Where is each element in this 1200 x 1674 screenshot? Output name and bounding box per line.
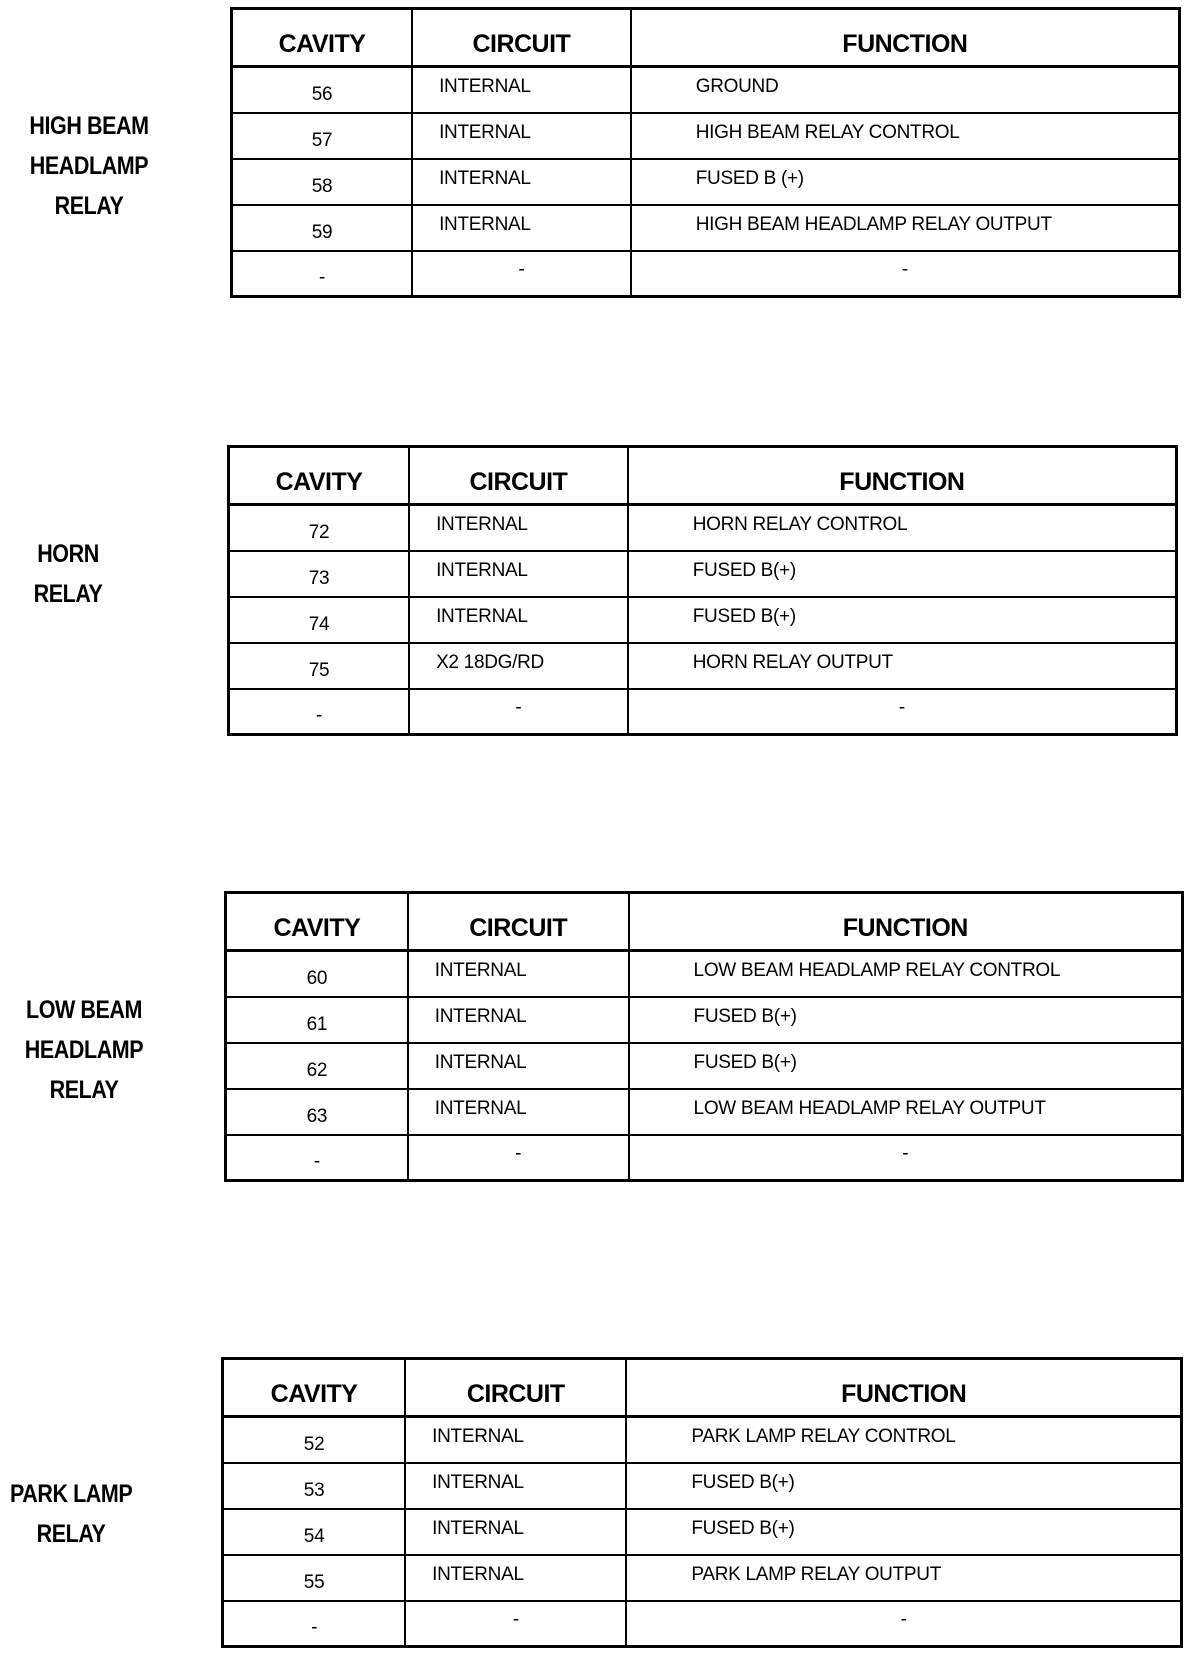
- circuit-cell: INTERNAL: [412, 113, 631, 159]
- table-row: [226, 997, 1183, 1043]
- cavity-cell: 58: [232, 159, 413, 205]
- cavity-cell: -: [226, 1135, 408, 1181]
- function-cell: PARK LAMP RELAY OUTPUT: [626, 1555, 1181, 1601]
- relay-label-line: LOW BEAM: [26, 996, 142, 1024]
- table-row: [223, 1463, 1182, 1509]
- cavity-cell: 73: [229, 551, 410, 597]
- circuit-cell: INTERNAL: [409, 597, 628, 643]
- table-row: [229, 643, 1177, 689]
- cavity-cell: 55: [223, 1555, 406, 1601]
- cavity-cell: 52: [223, 1417, 406, 1463]
- table-row: [229, 551, 1177, 597]
- circuit-cell: INTERNAL: [405, 1417, 626, 1463]
- cavity-column-header: CAVITY: [223, 1359, 406, 1417]
- table-header-row: [229, 447, 1177, 505]
- circuit-cell: -: [412, 251, 631, 297]
- relay-label-line: HIGH BEAM: [29, 112, 149, 140]
- cavity-cell: 61: [226, 997, 408, 1043]
- table-row: [223, 1555, 1182, 1601]
- relay-label-line: RELAY: [33, 580, 103, 608]
- circuit-column-header: CIRCUIT: [405, 1359, 626, 1417]
- table-row: [226, 1089, 1183, 1135]
- table-row: [223, 1417, 1182, 1463]
- cavity-cell: 57: [232, 113, 413, 159]
- table-row: [232, 67, 1180, 113]
- relay-label: [10, 1474, 132, 1554]
- circuit-cell: X2 18DG/RD: [409, 643, 628, 689]
- function-cell: -: [626, 1601, 1181, 1647]
- cavity-cell: -: [229, 689, 410, 735]
- table-row: [232, 113, 1180, 159]
- function-cell: -: [631, 251, 1180, 297]
- function-cell: HIGH BEAM HEADLAMP RELAY OUTPUT: [631, 205, 1180, 251]
- function-cell: FUSED B(+): [629, 997, 1183, 1043]
- function-column-header: FUNCTION: [626, 1359, 1181, 1417]
- cavity-cell: 63: [226, 1089, 408, 1135]
- circuit-cell: INTERNAL: [412, 205, 631, 251]
- relay-label: [12, 106, 165, 226]
- table-row: [229, 505, 1177, 551]
- cavity-column-header: CAVITY: [226, 893, 408, 951]
- cavity-cell: -: [232, 251, 413, 297]
- circuit-cell: INTERNAL: [412, 159, 631, 205]
- circuit-cell: INTERNAL: [405, 1463, 626, 1509]
- circuit-column-header: CIRCUIT: [408, 893, 629, 951]
- function-cell: -: [628, 689, 1177, 735]
- relay-label-line: HEADLAMP: [24, 1036, 144, 1064]
- circuit-cell: INTERNAL: [408, 951, 629, 997]
- function-column-header: FUNCTION: [628, 447, 1177, 505]
- function-column-header: FUNCTION: [631, 9, 1180, 67]
- relay-label: [12, 990, 156, 1110]
- table-row: [232, 205, 1180, 251]
- cavity-cell: 59: [232, 205, 413, 251]
- function-cell: FUSED B(+): [626, 1509, 1181, 1555]
- circuit-cell: INTERNAL: [409, 505, 628, 551]
- function-cell: GROUND: [631, 67, 1180, 113]
- function-cell: FUSED B(+): [626, 1463, 1181, 1509]
- table-row: [232, 251, 1180, 297]
- cavity-column-header: CAVITY: [229, 447, 410, 505]
- circuit-cell: INTERNAL: [412, 67, 631, 113]
- cavity-cell: 56: [232, 67, 413, 113]
- circuit-column-header: CIRCUIT: [412, 9, 631, 67]
- function-cell: PARK LAMP RELAY CONTROL: [626, 1417, 1181, 1463]
- function-cell: FUSED B(+): [629, 1043, 1183, 1089]
- function-cell: FUSED B(+): [628, 551, 1177, 597]
- circuit-cell: -: [405, 1601, 626, 1647]
- table-row: [232, 159, 1180, 205]
- relay-label-line: RELAY: [49, 1076, 119, 1104]
- circuit-cell: INTERNAL: [408, 1089, 629, 1135]
- pinout-table: [224, 891, 1184, 1182]
- cavity-cell: 60: [226, 951, 408, 997]
- relay-label-line: HORN: [37, 540, 99, 568]
- cavity-column-header: CAVITY: [232, 9, 413, 67]
- cavity-cell: 54: [223, 1509, 406, 1555]
- circuit-cell: INTERNAL: [409, 551, 628, 597]
- cavity-cell: 72: [229, 505, 410, 551]
- relay-label: [10, 534, 127, 614]
- table-row: [229, 597, 1177, 643]
- circuit-cell: INTERNAL: [405, 1509, 626, 1555]
- table-header-row: [232, 9, 1180, 67]
- cavity-cell: 53: [223, 1463, 406, 1509]
- table-header-row: [226, 893, 1183, 951]
- function-cell: LOW BEAM HEADLAMP RELAY CONTROL: [629, 951, 1183, 997]
- table-row: [229, 689, 1177, 735]
- table-row: [226, 951, 1183, 997]
- function-cell: FUSED B (+): [631, 159, 1180, 205]
- function-column-header: FUNCTION: [629, 893, 1183, 951]
- function-cell: LOW BEAM HEADLAMP RELAY OUTPUT: [629, 1089, 1183, 1135]
- function-cell: FUSED B(+): [628, 597, 1177, 643]
- relay-label-line: RELAY: [36, 1520, 106, 1548]
- circuit-column-header: CIRCUIT: [409, 447, 628, 505]
- pinout-table: [230, 7, 1181, 298]
- function-cell: HORN RELAY CONTROL: [628, 505, 1177, 551]
- pinout-table: [221, 1357, 1183, 1648]
- function-cell: HIGH BEAM RELAY CONTROL: [631, 113, 1180, 159]
- cavity-cell: 62: [226, 1043, 408, 1089]
- function-cell: -: [629, 1135, 1183, 1181]
- relay-label-line: HEADLAMP: [29, 152, 149, 180]
- table-row: [226, 1043, 1183, 1089]
- circuit-cell: INTERNAL: [408, 997, 629, 1043]
- function-cell: HORN RELAY OUTPUT: [628, 643, 1177, 689]
- table-row: [226, 1135, 1183, 1181]
- table-row: [223, 1509, 1182, 1555]
- relay-label-line: PARK LAMP: [9, 1480, 133, 1508]
- table-row: [223, 1601, 1182, 1647]
- relay-label-line: RELAY: [54, 192, 124, 220]
- pinout-table: [227, 445, 1178, 736]
- circuit-cell: INTERNAL: [405, 1555, 626, 1601]
- cavity-cell: 74: [229, 597, 410, 643]
- cavity-cell: 75: [229, 643, 410, 689]
- circuit-cell: INTERNAL: [408, 1043, 629, 1089]
- cavity-cell: -: [223, 1601, 406, 1647]
- circuit-cell: -: [409, 689, 628, 735]
- table-header-row: [223, 1359, 1182, 1417]
- circuit-cell: -: [408, 1135, 629, 1181]
